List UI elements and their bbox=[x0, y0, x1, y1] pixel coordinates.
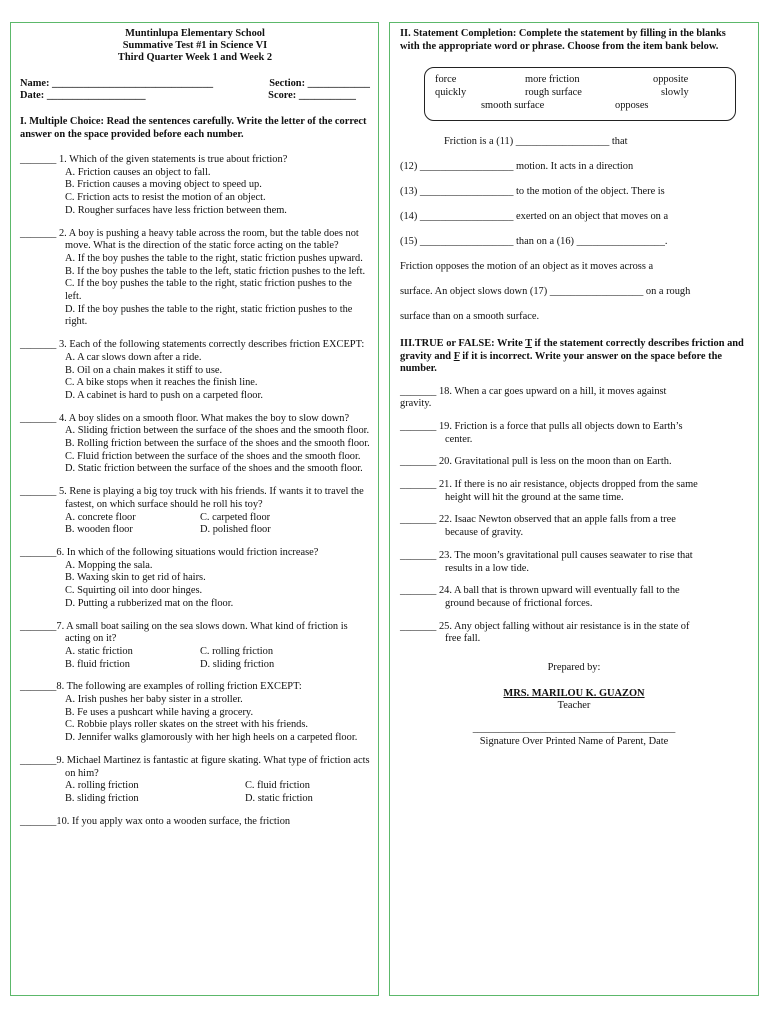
part3-instructions bbox=[400, 338, 748, 376]
question-stem: _______ 4. A boy slides on a smooth floor. What makes the boy to slow down? bbox=[20, 412, 350, 424]
bank-item: opposes bbox=[615, 100, 649, 111]
option: C. Friction acts to resist the motion of an object. bbox=[65, 192, 266, 204]
question-stem: _______10. If you apply wax onto a wooden surface, the friction bbox=[20, 815, 291, 827]
instr-true-letter: T bbox=[525, 338, 532, 349]
option: D. sliding friction bbox=[200, 658, 275, 670]
completion-paragraph bbox=[400, 129, 748, 329]
question-6 bbox=[20, 547, 370, 611]
option: C. A bike stops when it reaches the finish line. bbox=[65, 377, 258, 389]
part2-instructions: II. Statement Completion: Complete the statement by filling in the blanks with the appropriate word or phrase. Choose from the item bank below. bbox=[400, 28, 726, 52]
tf-line: ground because of frictional forces. bbox=[445, 597, 593, 609]
option: B. Oil on a chain makes it stiff to use. bbox=[65, 364, 223, 376]
option: C. fluid friction bbox=[245, 780, 310, 792]
section-field[interactable]: Section: ____________ bbox=[269, 78, 370, 89]
instr-text: if it is incorrect. Write your answer on the space before the number. bbox=[400, 350, 722, 374]
option: B. wooden floor bbox=[65, 524, 133, 536]
completion-line: (14) __________________ exerted on an object that moves on a bbox=[400, 211, 669, 222]
question-stem: _______6. In which of the following situations would friction increase? bbox=[20, 546, 319, 558]
question-5 bbox=[20, 486, 370, 537]
tf-line: height will hit the ground at the same time. bbox=[445, 491, 624, 503]
option: A. Irish pushes her baby sister in a stroller. bbox=[65, 694, 243, 706]
question-4 bbox=[20, 413, 370, 477]
option: D. If the boy pushes the table to the right, static friction pushes to the right. bbox=[65, 303, 353, 328]
school-name: Muntinlupa Elementary School bbox=[125, 28, 265, 39]
option: C. Robbie plays roller skates on the street with his friends. bbox=[65, 719, 308, 731]
bank-item: force bbox=[435, 74, 457, 85]
bank-item: quickly bbox=[435, 87, 467, 98]
option: B. sliding friction bbox=[65, 792, 139, 804]
option: D. Jennifer walks glamorously with her high heels on a carpeted floor. bbox=[65, 732, 358, 744]
option: B. Rolling friction between the surface of the shoes and the smooth floor. bbox=[65, 438, 370, 450]
instr-text: III.TRUE or FALSE: Write bbox=[400, 338, 526, 349]
option: B. Fe uses a pushcart while having a grocery. bbox=[65, 706, 254, 718]
tf-line: _______ 18. When a car goes upward on a hill, it moves against bbox=[400, 385, 667, 397]
option: C. carpeted floor bbox=[200, 511, 271, 523]
score-field[interactable]: Score: ___________ bbox=[268, 90, 356, 101]
tf-line: _______ 22. Isaac Newton observed that an apple falls from a tree bbox=[400, 514, 676, 526]
option: A. If the boy pushes the table to the right, static friction pushes upward. bbox=[65, 252, 363, 264]
completion-line: (13) __________________ to the motion of the object. There is bbox=[400, 186, 665, 197]
option: A. Mopping the sala. bbox=[65, 559, 153, 571]
instr-text: if the statement correctly describes friction and gravity and bbox=[400, 338, 744, 362]
question-10 bbox=[20, 816, 370, 829]
name-field[interactable]: Name: _______________________________ bbox=[20, 78, 214, 89]
item-bank bbox=[424, 67, 736, 121]
true-false-list bbox=[400, 386, 748, 647]
option: B. fluid friction bbox=[65, 658, 130, 670]
info-row-1 bbox=[20, 78, 370, 90]
option: C. Squirting oil into door hinges. bbox=[65, 585, 203, 597]
options-grid bbox=[20, 512, 370, 537]
tf-line: center. bbox=[445, 433, 473, 445]
instr-false-letter: F bbox=[453, 350, 460, 362]
bank-item: smooth surface bbox=[481, 100, 545, 111]
completion-line: Friction opposes the motion of an object as it moves across a bbox=[400, 261, 654, 272]
question-3 bbox=[20, 339, 370, 403]
completion-line: surface. An object slows down (17) __________________ on a rough bbox=[400, 286, 691, 297]
question-stem: _______9. Michael Martinez is fantastic at figure skating. What type of friction acts on him? bbox=[20, 754, 370, 779]
tf-item bbox=[400, 514, 748, 539]
option: A. rolling friction bbox=[65, 780, 139, 792]
option: D. Putting a rubberized mat on the floor. bbox=[65, 597, 234, 609]
question-stem: _______ 5. Rene is playing a big toy truck with his friends. If wants it to travel the fastest, on which surface should he roll his toy? bbox=[20, 486, 364, 510]
test-title: Summative Test #1 in Science VI bbox=[122, 40, 268, 51]
tf-line: _______ 20. Gravitational pull is less on the moon than on Earth. bbox=[400, 456, 672, 468]
right-column bbox=[389, 22, 759, 996]
option: C. If the boy pushes the table to the right, static friction pushes to the left. bbox=[65, 278, 352, 303]
tf-line: results in a low tide. bbox=[445, 562, 529, 574]
question-2 bbox=[20, 228, 370, 330]
question-8 bbox=[20, 681, 370, 745]
option: C. Fluid friction between the surface of the shoes and the smooth floor. bbox=[65, 450, 361, 462]
completion-line: surface than on a smooth surface. bbox=[400, 311, 540, 322]
option: D. Static friction between the surface of the shoes and the smooth floor. bbox=[65, 463, 363, 475]
option: B. Friction causes a moving object to speed up. bbox=[65, 179, 262, 191]
tf-line: free fall. bbox=[445, 633, 481, 645]
tf-line: _______ 23. The moon’s gravitational pull causes seawater to rise that bbox=[400, 549, 693, 561]
option: D. A cabinet is hard to push on a carpeted floor. bbox=[65, 389, 263, 401]
tf-line: gravity. bbox=[400, 398, 432, 410]
bank-item: rough surface bbox=[525, 87, 582, 98]
option: A. concrete floor bbox=[65, 511, 136, 523]
prepared-by: Prepared by: bbox=[547, 662, 601, 674]
question-stem: _______7. A small boat sailing on the sea slows down. What kind of friction is acting on it? bbox=[20, 620, 348, 645]
option: C. rolling friction bbox=[200, 645, 274, 657]
signature-caption: Signature Over Printed Name of Parent, Date bbox=[479, 735, 669, 747]
date-field[interactable]: Date: ___________________ bbox=[20, 90, 146, 101]
tf-item bbox=[400, 550, 748, 575]
question-1 bbox=[20, 154, 370, 218]
option: B. Waxing skin to get rid of hairs. bbox=[65, 572, 206, 584]
tf-item bbox=[400, 621, 748, 646]
option: A. A car slows down after a ride. bbox=[65, 351, 202, 363]
option: A. Sliding friction between the surface of the shoes and the smooth floor. bbox=[65, 425, 370, 437]
option: A. static friction bbox=[65, 645, 133, 657]
tf-line: _______ 19. Friction is a force that pulls all objects down to Earth’s bbox=[400, 420, 683, 432]
question-stem: _______ 1. Which of the given statements is true about friction? bbox=[20, 154, 288, 165]
completion-line: (12) __________________ motion. It acts in a direction bbox=[400, 161, 634, 172]
question-7 bbox=[20, 621, 370, 672]
question-stem: _______ 3. Each of the following statements correctly describes friction EXCEPT: bbox=[20, 339, 365, 351]
info-row-2 bbox=[20, 90, 370, 102]
test-period: Third Quarter Week 1 and Week 2 bbox=[117, 52, 273, 63]
options-grid bbox=[20, 646, 370, 671]
tf-item bbox=[400, 386, 748, 411]
tf-item bbox=[400, 479, 748, 504]
teacher-title: Teacher bbox=[557, 700, 591, 712]
signature-line: _______________________________________ bbox=[472, 723, 676, 735]
completion-line: (15) __________________ than on a (16) _________________. bbox=[400, 236, 668, 247]
tf-line: _______ 25. Any object falling without air resistance is in the state of bbox=[400, 620, 690, 632]
tf-line: because of gravity. bbox=[445, 527, 524, 539]
teacher-name: MRS. MARILOU K. GUAZON bbox=[503, 687, 645, 699]
option: D. static friction bbox=[245, 792, 313, 804]
bank-item: slowly bbox=[661, 87, 689, 98]
tf-item bbox=[400, 421, 748, 446]
option: A. Friction causes an object to fall. bbox=[65, 166, 211, 178]
question-stem: _______ 2. A boy is pushing a heavy table across the room, but the table does not move. What is the direction of the static force acting on the table? bbox=[20, 227, 359, 252]
bank-item: more friction bbox=[525, 74, 580, 85]
part1-instructions: I. Multiple Choice: Read the sentences carefully. Write the letter of the correct answer on the space provided before each number. bbox=[20, 116, 367, 140]
option: D. polished floor bbox=[200, 524, 271, 536]
tf-item bbox=[400, 585, 748, 610]
bank-item: opposite bbox=[653, 74, 689, 85]
completion-line: Friction is a (11) __________________ that bbox=[444, 136, 628, 147]
tf-item bbox=[400, 456, 748, 469]
option: D. Rougher surfaces have less friction between them. bbox=[65, 204, 287, 216]
question-stem: _______8. The following are examples of rolling friction EXCEPT: bbox=[20, 681, 302, 693]
option: B. If the boy pushes the table to the left, static friction pushes to the left. bbox=[65, 265, 366, 277]
tf-line: _______ 21. If there is no air resistance, objects dropped from the same bbox=[400, 479, 698, 491]
tf-line: _______ 24. A ball that is thrown upward will eventually fall to the bbox=[400, 585, 680, 597]
question-9 bbox=[20, 755, 370, 806]
options-grid bbox=[20, 780, 370, 805]
left-column bbox=[10, 22, 379, 996]
